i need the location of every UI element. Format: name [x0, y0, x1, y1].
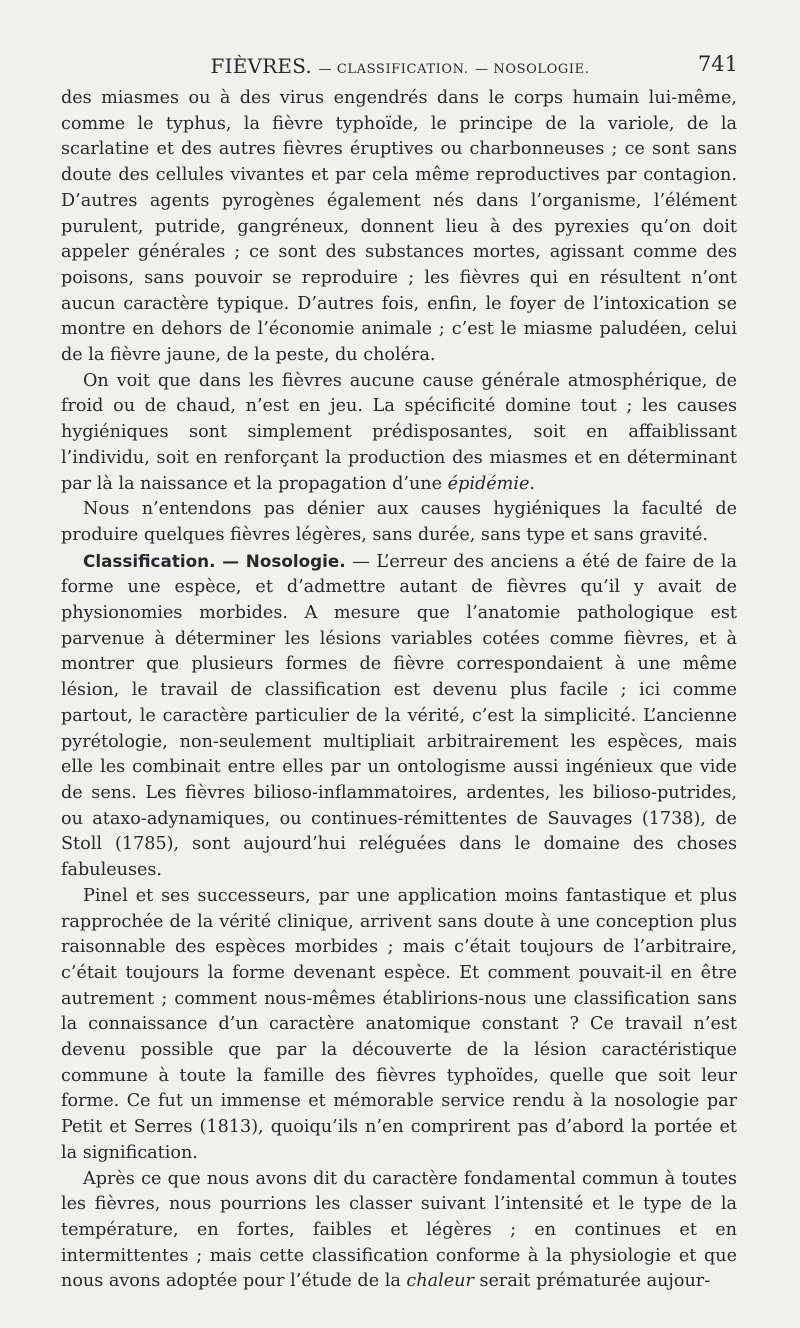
italic-term: épidémie [447, 473, 530, 494]
paragraph [61, 86, 737, 369]
body-text [61, 86, 737, 1295]
page-number: 741 [697, 52, 738, 76]
paragraph-classification [61, 549, 737, 884]
header-title: FIÈVRES. [210, 54, 312, 78]
header-section: CLASSIFICATION. [336, 62, 469, 77]
text-run: — L’erreur des anciens a été de faire de la forme une espèce, et d’admettre autant de fièvres qu’il y avait de physionomies morbides. A mesure que l’anatomie pathologique est parvenue à déterminer les lésions variables cotées comme fièvres, et à montrer que plusieurs formes de fièvre correspondaient à une même lésion, le travail de classification est devenu plus facile ; ici comme partout, le caractère particulier de la vérité, c’est la simplicité. L’ancienne pyrétologie, non-seulement multipliait arbitrairement les espèces, mais elle les combinait entre elles par un ontologisme aussi ingénieux que vide de sens. Les fièvres bilioso-inflammatoires, ardentes, les bilioso-putrides, ou ataxo-adynamiques, ou continues-rémittentes de Sauvages (1738), de Stoll (1785), sont aujourd’hui reléguées dans le domaine des choses fabuleuses. [61, 551, 737, 881]
italic-term: chaleur [406, 1271, 474, 1292]
paragraph [61, 497, 737, 548]
paragraph [61, 1167, 737, 1296]
text-run: Nous n’entendons pas dénier aux causes hygiéniques la faculté de produire quelques fièvres légères, sans durée, sans type et sans gravité. [61, 499, 737, 545]
header-subsection: NOSOLOGIE. [493, 62, 590, 77]
text-run: serait prématurée aujour- [473, 1271, 711, 1292]
header-separator-2: — [475, 62, 489, 77]
text-run: des miasmes ou à des virus engendrés dans le corps humain lui-même, comme le typhus, la fièvre typhoïde, le principe de la variole, de la scarlatine et des autres fièvres éruptives ou charbonneuses ; ce sont sans doute des cellules vivantes et par cela même reproductives par contagion. D’autres agents pyrogènes également nés dans l’organisme, l’élément purulent, putride, gangréneux, donnent lieu à des pyrexies qu’on doit appeler générales ; ce sont des substances mortes, agissant comme des poisons, sans pouvoir se reproduire ; les fièvres qui en résultent n’ont aucun caractère typique. D’autres fois, enfin, le foyer de l’intoxication se montre en dehors de l’économie animale ; c’est le miasme paludéen, celui de la fièvre jaune, de la peste, du choléra. [61, 88, 737, 366]
text-run: Pinel et ses successeurs, par une application moins fantastique et plus rapprochée de la vérité clinique, arrivent sans doute à une conception plus raisonnable des espèces morbides ; mais c’était toujours de l’arbitraire, c’était toujours la forme devenant espèce. Et comment pouvait-il en être autrement ; comment nous-mêmes établirions-nous une classification sans la connaissance d’un caractère anatomique constant ? Ce travail n’est devenu possible que par la découverte de la lésion caractéristique commune à toute la famille des fièvres typhoïdes, quelle que soit leur forme. Ce fut un immense et mémorable service rendu à la nosologie par Petit et Serres (1813), quoiqu’ils n’en comprirent pas d’abord la portée et la signification. [61, 885, 737, 1163]
running-title [62, 54, 738, 78]
text-run: Après ce que nous avons dit du caractère fondamental commun à toutes les fièvres, nous pourrions les classer suivant l’intensité et le type de la température, en fortes, faibles et légères ; en continues et en intermittentes ; mais cette classification conforme à la physiologie et que nous avons adoptée pour l’étude de la [61, 1168, 737, 1292]
paragraph [61, 369, 737, 498]
running-header [62, 50, 738, 80]
paragraph [61, 884, 737, 1167]
text-run: On voit que dans les fièvres aucune cause générale atmosphérique, de froid ou de chaud, n’est en jeu. La spécificité domine tout ; les causes hygiéniques sont simplement prédisposantes, soit en affaiblissant l’individu, soit en renforçant la production des miasmes et en déterminant par là la naissance et la propagation d’une [61, 370, 737, 494]
header-separator-1: — [318, 62, 333, 77]
section-run-in-heading: Classification. — Nosologie. [83, 550, 346, 571]
text-run: . [529, 473, 535, 494]
